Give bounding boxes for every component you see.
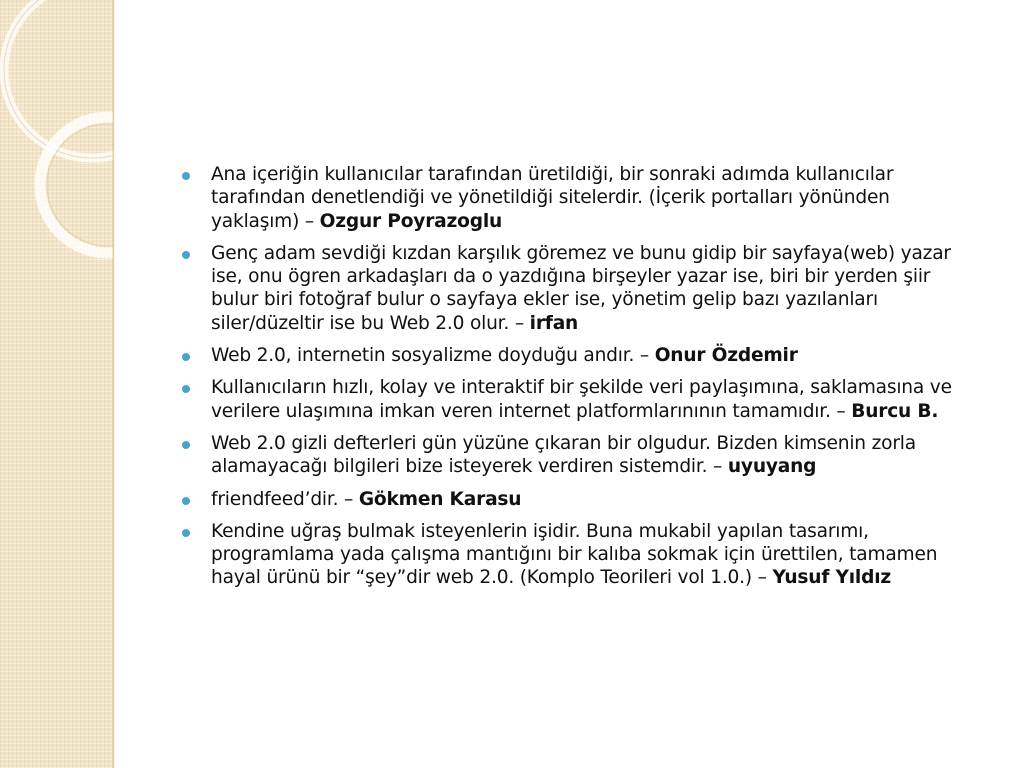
slide-content: [182, 163, 982, 599]
bullet-text: Ana içeriğin kullanıcılar tarafından üretildiği, bir sonraki adımda kullanıcılar tarafından denetlendiği ve yönetildiği sitelerdir. (İçerik portalları yönünden yaklaşım) –: [211, 164, 894, 232]
bullet-text: friendfeed’dir. –: [211, 488, 359, 510]
list-item: [182, 242, 982, 335]
sidebar-edge-shadow: [112, 0, 116, 768]
bullet-dot-icon: [182, 529, 190, 537]
bullet-text: Kullanıcıların hızlı, kolay ve interaktif bir şekilde veri paylaşımına, saklamasına ve verilere ulaşımına imkan veren internet platformlarınının tamamıdır. –: [211, 377, 952, 422]
bullet-author: Yusuf Yıldız: [772, 567, 892, 589]
decorative-sidebar: [0, 0, 114, 768]
list-item: [182, 432, 982, 479]
bullet-text: Genç adam sevdiği kızdan karşılık göremez ve bunu gidip bir sayfaya(web) yazar ise, onu ögren arkadaşları da o yazdığına birşeyler yazar ise, biri bir yerden şiir bulur biri fotoğraf bulur o sayfaya ekler ise, yönetim gelip bazı yazılanları siler/düzeltir ise bu Web 2.0 olur. –: [211, 242, 951, 334]
bullet-dot-icon: [182, 441, 190, 449]
bullet-author: uyuyang: [727, 456, 817, 478]
list-item: [182, 520, 982, 590]
bullet-text: Web 2.0, internetin sosyalizme doyduğu andır. –: [211, 345, 655, 367]
list-item: [182, 488, 982, 511]
bullet-author: Ozgur Poyrazoglu: [319, 210, 503, 232]
bullet-author: Gökmen Karasu: [358, 488, 522, 510]
bullet-dot-icon: [182, 497, 190, 505]
bullet-dot-icon: [182, 385, 190, 393]
list-item: [182, 163, 982, 233]
bullet-author: Burcu B.: [851, 400, 939, 422]
list-item: [182, 376, 982, 423]
decorative-rings-graphic: [0, 0, 113, 768]
bullet-dot-icon: [182, 172, 190, 180]
bullet-dot-icon: [182, 353, 190, 361]
bullet-author: Onur Özdemir: [654, 345, 798, 367]
bullet-list: [182, 163, 982, 590]
bullet-author: irfan: [529, 312, 579, 334]
bullet-dot-icon: [182, 251, 190, 259]
bullet-text: Kendine uğraş bulmak isteyenlerin işidir. Buna mukabil yapılan tasarımı, programlama yada çalışma mantığını bir kalıba sokmak için ürettilen, tamamen hayal ürünü bir “şey”dir web 2.0. (Komplo Teorileri vol 1.0.) –: [211, 520, 938, 589]
bullet-text: Web 2.0 gizli defterleri gün yüzüne çıkaran bir olgudur. Bizden kimsenin zorla alamayacağı bilgileri bize isteyerek verdiren sistemdir. –: [211, 432, 916, 478]
list-item: [182, 344, 982, 367]
